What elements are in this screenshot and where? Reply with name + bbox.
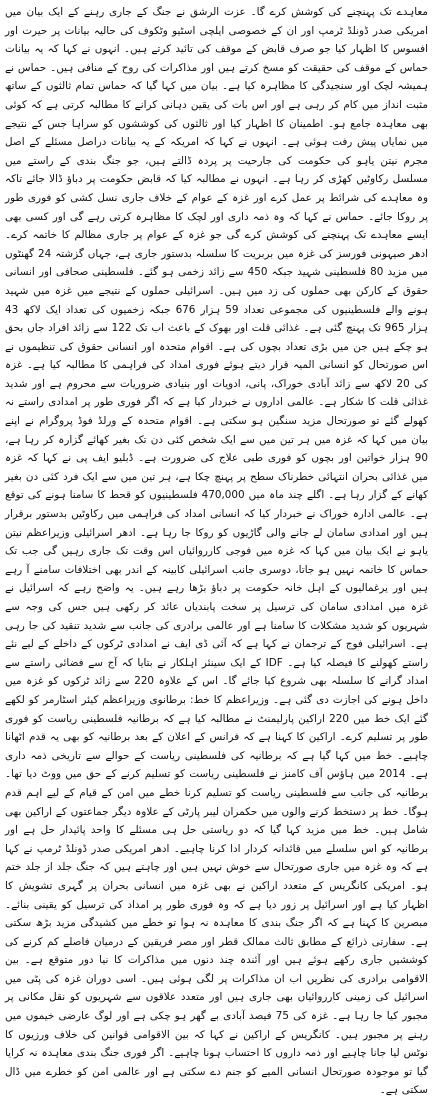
article-column xyxy=(5,3,428,1100)
article-body: معاہدے تک پہنچنے کی کوشش کرے گا۔ عزت الرشق نے جنگ کے جاری رہنے کے ایک بیان میں امریکی صدر ڈونلڈ ٹرمپ اور ان کے خصوصی ایلچی اسٹیو وٹکوف کی حالیہ بیانات پر حیرت اور افسوس کا اظہار کیا جو صرف قابض کے موقف کی تائید کرتے ہیں۔ انہوں نے کہا کہ یہ بیانات حماس کے موقف کی حقیقت کو مسخ کرتے ہیں اور مذاکرات کی روح کے منافی ہیں۔ حماس نے ہمیشہ لچک اور سنجیدگی کا مظاہرہ کیا ہے۔ بیان میں کہا گیا کہ حماس تمام ثالثوں کے ساتھ مثبت انداز میں کام کر رہی ہے اور اس بات کی یقین دہانی کرانے کا مطالبہ کرتی ہے کہ کوئی بھی معاہدہ جامع ہو۔ اطمینان کا اظہار کیا اور ثالثوں کی کوششوں کو سراہا جس کے نتیجے میں نمایاں پیش رفت ہوئی ہے۔ انہوں نے کہا کہ امریکہ کے یہ بیانات دراصل مسئلے کے اصل مجرم نیتن یاہو کی حکومت کی جارحیت پر پردہ ڈالتے ہیں، جو جنگ بندی کے راستے میں مسلسل رکاوٹیں کھڑی کر رہا ہے۔ انہوں نے مطالبہ کیا کہ قابض حکومت پر دباؤ ڈالا جائے تاکہ وہ معاہدے کی شرائط پر عمل کرے اور غزہ کے عوام کے خلاف جاری نسل کشی کو فوری طور پر روکا جائے۔ حماس نے کہا کہ وہ ذمہ داری اور لچک کا مظاہرہ کرتی رہے گی اور کسی بھی ایسے معاہدے تک پہنچنے کی کوشش کرے گی جو غزہ کے عوام پر جاری مظالم کا خاتمہ کرے۔ ادھر صیہونی فورسز کی غزہ میں بربریت کا سلسلہ بدستور جاری ہے، جہاں گزشتہ 24 گھنٹوں میں مزید 80 فلسطینی شہید جبکہ 450 سے زائد زخمی ہو گئے۔ فلسطینی صحافی اور انسانی حقوق کے کارکن بھی حملوں کی زد میں ہیں۔ اسرائیلی حملوں کے نتیجے میں غزہ میں شہید ہونے والے فلسطینیوں کی مجموعی تعداد 59 ہزار 676 جبکہ زخمیوں کی تعداد ایک لاکھ 43 ہزار 965 تک پہنچ گئی ہے۔ غذائی قلت اور بھوک کے باعث اب تک 122 سے زائد افراد جاں بحق ہو چکے ہیں جن میں بڑی تعداد بچوں کی ہے۔ اقوام متحدہ اور انسانی حقوق کی تنظیموں نے اس صورتحال کو انسانی المیہ قرار دیتے ہوئے فوری امداد کی فراہمی کا مطالبہ کیا ہے۔ غزہ کی 20 لاکھ سے زائد آبادی خوراک، پانی، ادویات اور بنیادی ضروریات سے محروم ہے اور شدید غذائی قلت کا شکار ہے۔ عالمی اداروں نے خبردار کیا ہے کہ اگر فوری طور پر امدادی راستے نہ کھولے گئے تو صورتحال مزید سنگین ہو سکتی ہے۔ اقوام متحدہ کے ورلڈ فوڈ پروگرام نے اپنے بیان میں کہا کہ غزہ میں ہر تین میں سے ایک شخص کئی دن تک بغیر کھائے گزارہ کر رہا ہے، 90 ہزار خواتین اور بچوں کو فوری طبی علاج کی ضرورت ہے۔ ڈبلیو ایف پی نے کہا کہ غزہ میں غذائی بحران انتہائی خطرناک سطح پر پہنچ چکا ہے، ہر تین میں سے ایک فرد کئی دن بغیر کھانے کے گزار رہا ہے۔ اگلے چند ماہ میں 470,000 فلسطینیوں کو قحط کا سامنا ہونے کی توقع ہے۔ عالمی ادارہ خوراک نے خبردار کیا کہ انسانی امداد کی فراہمی میں رکاوٹیں بدستور برقرار ہیں اور امدادی سامان لے جانے والی گاڑیوں کو روکا جا رہا ہے۔ ادھر اسرائیلی وزیراعظم نیتن یاہو نے ایک بیان میں کہا کہ غزہ میں فوجی کارروائیاں اس وقت تک جاری رہیں گی جب تک حماس کا خاتمہ نہیں ہو جاتا، دوسری جانب اسرائیلی کابینہ کے اندر بھی اختلافات سامنے آ رہے ہیں اور یرغمالیوں کے اہل خانہ حکومت پر دباؤ بڑھا رہے ہیں۔ یہ واضح رہے کہ اسرائیل نے غزہ میں امدادی سامان کی ترسیل پر سخت پابندیاں عائد کر رکھی ہیں جس کی وجہ سے شہریوں کو شدید مشکلات کا سامنا ہے اور عالمی برادری کی جانب سے شدید تنقید کی جا رہی ہے۔ اسرائیلی فوج کے ترجمان نے کہا ہے کہ آئی ڈی ایف نے امدادی ٹرکوں کے داخلے کے لیے نئے راستے کھولنے کا فیصلہ کیا ہے۔ IDF کے ایک سینئر اہلکار نے بتایا کہ آج سے فضائی راستے سے امداد گرانے کا سلسلہ بھی شروع کیا جائے گا۔ اس کے علاوہ 220 سے زائد ٹرکوں کو غزہ میں داخل ہونے کی اجازت دی گئی ہے۔ وزیراعظم کا خط: برطانوی وزیراعظم کیئر اسٹارمر کو لکھے گئے ایک خط میں 220 اراکین پارلیمنٹ نے مطالبہ کیا ہے کہ برطانیہ فلسطینی ریاست کو فوری طور پر تسلیم کرے۔ اراکین کا کہنا ہے کہ فرانس کے اعلان کے بعد برطانیہ کو بھی یہ قدم اٹھانا چاہیے۔ خط میں کہا گیا ہے کہ برطانیہ کی فلسطینی ریاست کے حوالے سے تاریخی ذمہ داری ہے۔ 2014 میں ہاؤس آف کامنز نے فلسطینی ریاست کو تسلیم کرنے کے حق میں ووٹ دیا تھا۔ برطانیہ کی جانب سے فلسطینی ریاست کو تسلیم کرنا خطے میں امن کے قیام کے لیے اہم قدم ہوگا۔ خط پر دستخط کرنے والوں میں حکمران لیبر پارٹی کے علاوہ دیگر جماعتوں کے اراکین بھی شامل ہیں۔ خط میں مزید کہا گیا کہ دو ریاستی حل ہی مسئلے کا واحد پائیدار حل ہے اور برطانیہ کو اس سلسلے میں قائدانہ کردار ادا کرنا چاہیے۔ ادھر امریکی صدر ڈونلڈ ٹرمپ نے کہا ہے کہ وہ غزہ میں جاری صورتحال سے خوش نہیں ہیں اور چاہتے ہیں کہ جنگ جلد از جلد ختم ہو۔ امریکی کانگریس کے متعدد اراکین نے بھی غزہ میں انسانی بحران پر گہری تشویش کا اظہار کیا ہے اور اسرائیل پر زور دیا ہے کہ وہ فوری طور پر امداد کی ترسیل کو یقینی بنائے۔ مبصرین کا کہنا ہے کہ اگر جنگ بندی کا معاہدہ نہ ہوا تو خطے میں کشیدگی مزید بڑھ سکتی ہے۔ سفارتی ذرائع کے مطابق ثالث ممالک قطر اور مصر فریقین کے درمیان فاصلے کم کرنے کی کوششیں جاری رکھے ہوئے ہیں اور آئندہ چند دنوں میں مذاکرات کا نیا دور متوقع ہے۔ بین الاقوامی برادری کی نظریں اب ان مذاکرات پر لگی ہوئی ہیں۔ اسی دوران غزہ کی پٹی میں اسرائیل کی زمینی کارروائیاں بھی جاری ہیں اور متعدد علاقوں سے شہریوں کو نقل مکانی پر مجبور کیا جا رہا ہے۔ غزہ کی 75 فیصد آبادی بے گھر ہو چکی ہے اور لوگ عارضی خیموں میں رہنے پر مجبور ہیں۔ کانگریس کے اراکین نے کہا کہ بین الاقوامی قوانین کی خلاف ورزیوں کا نوٹس لیا جانا چاہیے اور ذمہ داروں کا احتساب ہونا چاہیے۔ اگر فوری جنگ بندی معاہدہ نہ کرایا گیا تو موجودہ صورتحال انسانی المیے کو جنم دے سکتی ہے اور عالمی امن کو خطرے میں ڈال سکتی ہے۔ xyxy=(5,6,428,1097)
